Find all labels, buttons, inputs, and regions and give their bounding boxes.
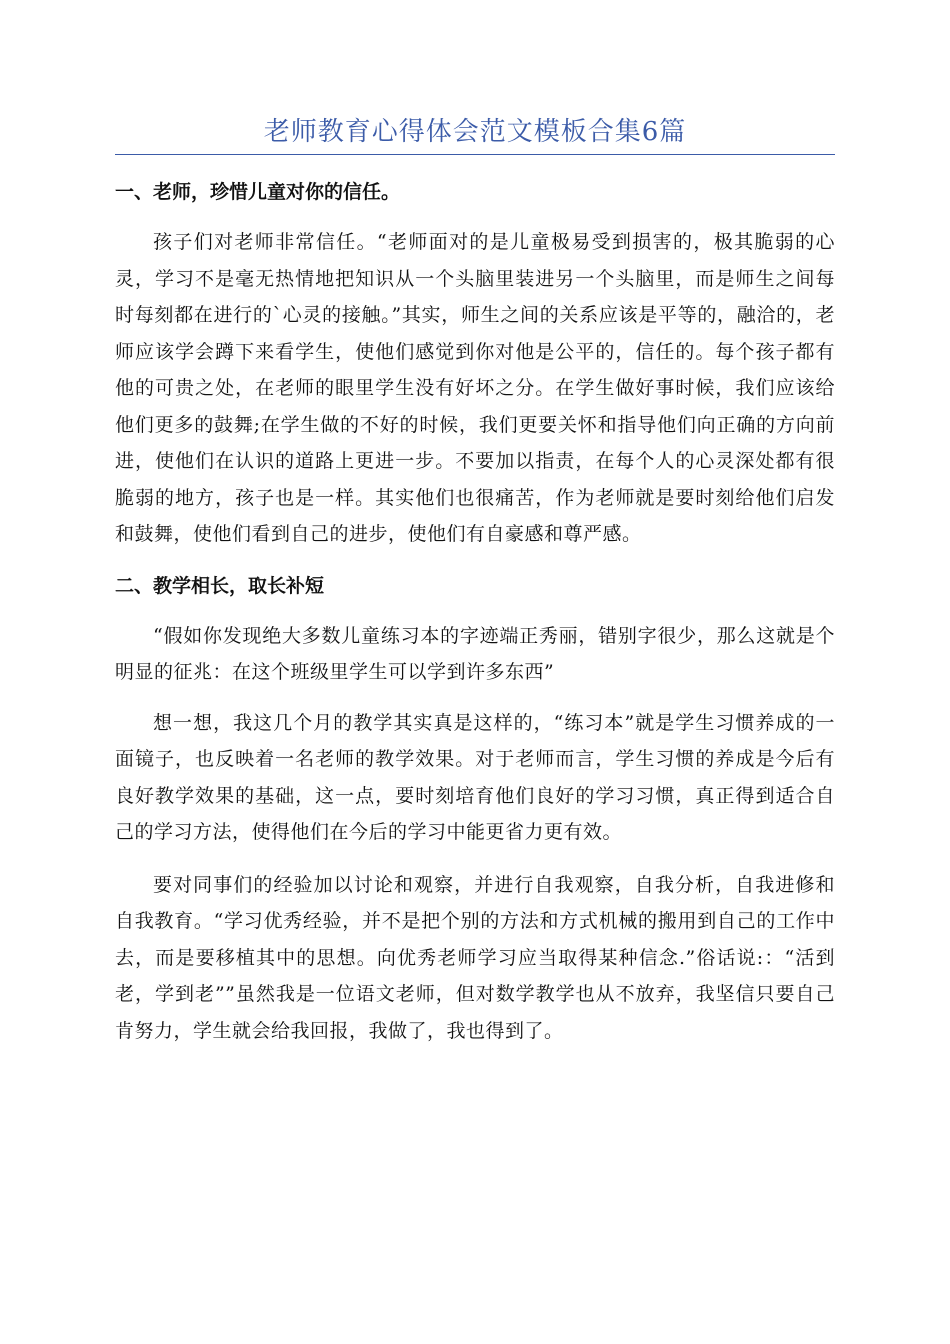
section-2-paragraph-1: “假如你发现绝大多数儿童练习本的字迹端正秀丽，错别字很少，那么这就是个明显的征兆：在这个班级里学生可以学到许多东西” (115, 624, 835, 683)
section-1-paragraph-1: 孩子们对老师非常信任。“老师面对的是儿童极易受到损害的，极其脆弱的心灵，学习不是毫无热情地把知识从一个头脑里装进另一个头脑里，而是师生之间每时每刻都在进行的`心灵的接触。”其实，师生之间的关系应该是平等的，融洽的，老师应该学会蹲下来看学生，使他们感觉到你对他是公平的，信任的。每个孩子都有他的可贵之处，在老师的眼里学生没有好坏之分。在学生做好事时候，我们应该给他们更多的鼓舞;在学生做的不好的时候，我们更要关怀和指导他们向正确的方向前进，使他们在认识的道路上更进一步。不要加以指责，在每个人的心灵深处都有很脆弱的地方，孩子也是一样。其实他们也很痛苦，作为老师就是要时刻给他们启发和鼓舞，使他们看到自己的进步，使他们有自豪感和尊严感。 (115, 231, 835, 545)
section-2-paragraph-2: 想一想，我这几个月的教学其实真是这样的，“练习本”就是学生习惯养成的一面镜子，也反映着一名老师的教学效果。对于老师而言，学生习惯的养成是今后有良好教学效果的基础，这一点，要时刻培育他们良好的学习习惯，真正得到适合自己的学习方法，使得他们在今后的学习中能更省力更有效。 (115, 711, 835, 843)
document-title: 老师教育心得体会范文模板合集6篇 (263, 117, 687, 147)
section-heading-2: 二、教学相长，取长补短 (115, 574, 325, 597)
document-body (115, 174, 835, 1063)
section-heading-1: 一、老师，珍惜儿童对你的信任。 (115, 181, 401, 203)
title-underline (115, 154, 835, 155)
section-2-paragraph-3: 要对同事们的经验加以讨论和观察，并进行自我观察，自我分析，自我进修和自我教育。“学习优秀经验，并不是把个别的方法和方式机械的搬用到自己的工作中去，而是要移植其中的思想。向优秀老师学习应当取得某种信念.”俗话说:：“活到老，学到老””虽然我是一位语文老师，但对数学教学也从不放弃，我坚信只要自己肯努力，学生就会给我回报，我做了，我也得到了。 (115, 873, 835, 1042)
